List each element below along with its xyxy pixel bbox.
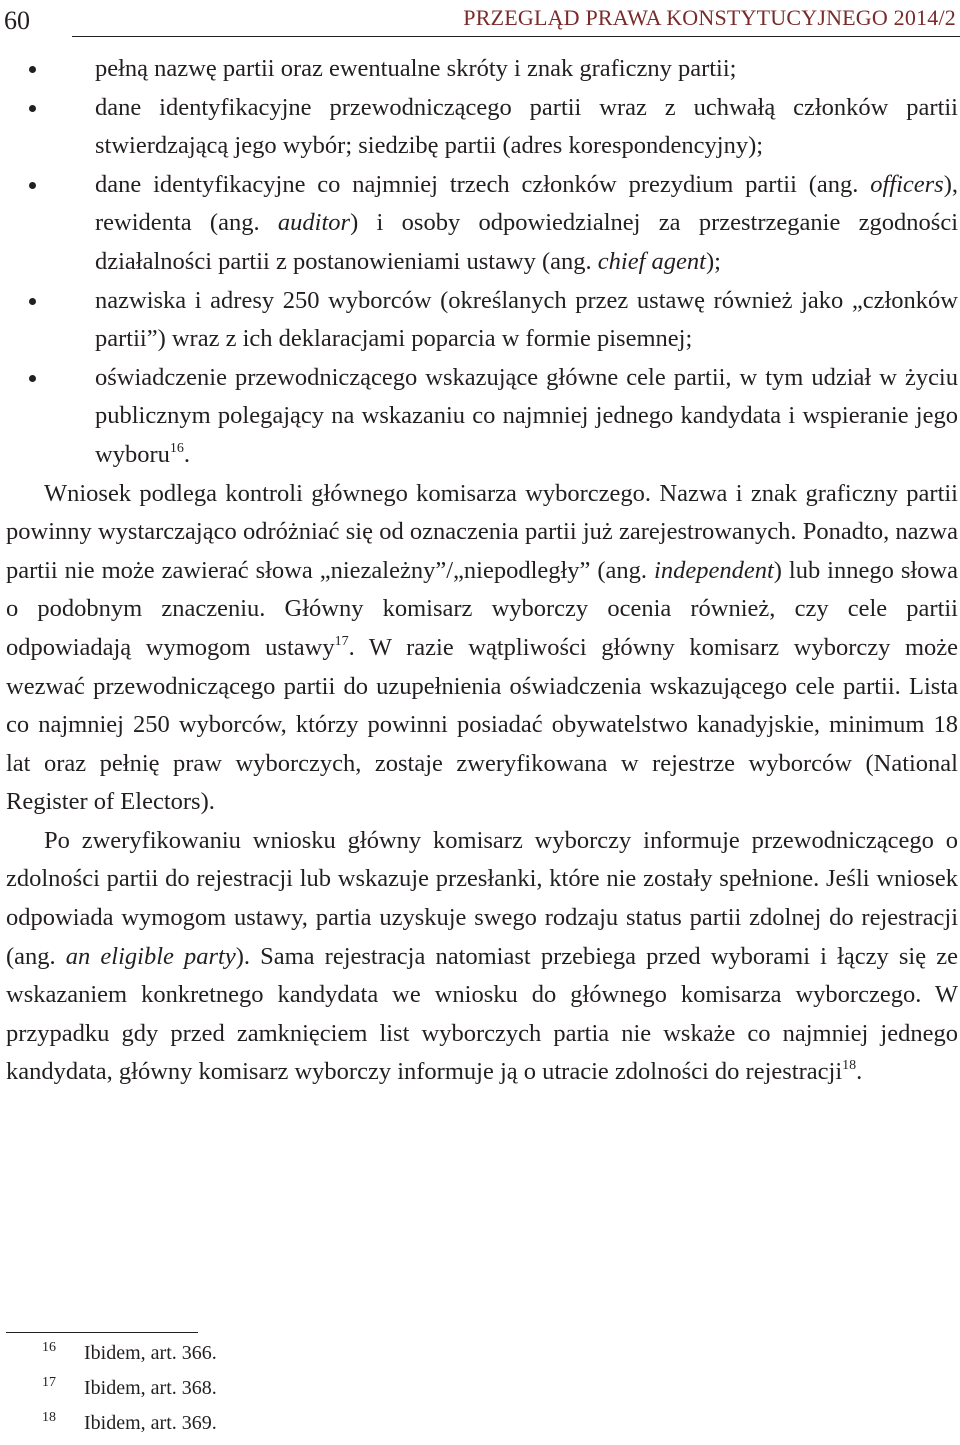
page-number: 60 (4, 6, 30, 35)
footnote-number: 17 (42, 1375, 56, 1390)
list-item (6, 50, 958, 89)
italic-term: independent (654, 556, 774, 584)
bullet-icon (29, 182, 36, 189)
list-item-text: nazwiska i adresy 250 wyborców (określanych przez ustawę również jako „członków partii”) wraz z ich deklaracjami poparcia w formie pisemnej; (95, 286, 958, 353)
list-item-text: ) i osoby odpowiedzialnej za przestrzeganie zgodności działalności partii z postanowieniami ustawy (ang. (95, 209, 958, 275)
header-rule (72, 36, 960, 37)
footnote-rule (6, 1332, 198, 1333)
bullet-icon (29, 375, 36, 382)
paragraph-text: ) lub innego słowa o podobnym znaczeniu. Główny komisarz wyborczy ocenia również, czy cele partii odpowiadają wymogom ustawy (6, 556, 958, 661)
running-title: PRZEGLĄD PRAWA KONSTYTUCYJNEGO 2014/2 (463, 5, 956, 30)
bullet-icon (29, 298, 36, 305)
list-item (6, 166, 958, 282)
list-item-text: dane identyfikacyjne przewodniczącego partii wraz z uchwałą członków partii stwierdzającą jego wybór; siedzibę partii (adres korespondencyjny); (95, 93, 958, 160)
paragraph-text: Po zweryfikowaniu wniosku główny komisarz wyborczy informuje przewodniczącego o zdolności partii do rejestracji lub wskazuje przesłanki, które nie zostały spełnione. Jeśli wniosek odpowiada wymogom ustawy, partia uzyskuje swego rodzaju status partii zdolnej do rejestracji (ang. (6, 826, 958, 970)
list-item-text: ), rewidenta (ang. (95, 170, 958, 237)
list-item-text: oświadczenie przewodniczącego wskazujące główne cele partii, w tym udział w życiu publicznym polegający na wskazaniu co najmniej jednego kandydata i wspieranie jego wyboru (95, 363, 958, 468)
main-text (6, 50, 958, 1092)
list-item (6, 89, 958, 166)
bullet-icon (29, 66, 36, 73)
list-item-text: ); (705, 247, 721, 275)
paragraph-text: . W razie wątpliwości główny komisarz wyborczy może wezwać przewodniczącego partii do uzupełnienia oświadczenia wskazującego cele partii. Lista co najmniej 250 wyborców, którzy powinni posiadać obywatelstwo kanadyjskie, minimum 18 lat oraz pełnię praw wyborczych, zostaje zweryfikowana w rejestrze wyborców (National Register of Electors). (6, 633, 958, 816)
requirements-list (6, 50, 958, 475)
paragraph (6, 475, 958, 822)
italic-term: officers (870, 170, 944, 198)
footnote-text: Ibidem, art. 369. (84, 1412, 217, 1434)
footnote-text: Ibidem, art. 368. (84, 1377, 217, 1399)
list-item (6, 359, 958, 475)
footnotes (6, 1336, 606, 1441)
footnote-ref[interactable]: 17 (334, 633, 349, 649)
running-header (0, 0, 960, 40)
list-item-text: . (183, 440, 190, 468)
paragraph (6, 822, 958, 1092)
list-item-text: dane identyfikacyjne co najmniej trzech członków prezydium partii (ang. (95, 170, 871, 198)
footnote (6, 1336, 606, 1371)
bullet-icon (29, 105, 36, 112)
list-item (6, 282, 958, 359)
paragraph-text: . (856, 1058, 863, 1086)
footnote-ref[interactable]: 16 (169, 440, 184, 456)
italic-term: auditor (277, 209, 351, 237)
italic-term: an eligible party (65, 942, 236, 970)
italic-term: chief agent (597, 247, 706, 275)
paragraph-text: Wniosek podlega kontroli głównego komisarza wyborczego. Nazwa i znak graficzny partii powinny wystarczająco odróżniać się od oznaczenia partii już zarejestrowanych. Ponadto, nazwa partii nie może zawierać słowa „niezależny”/„niepodległy” (ang. (6, 479, 958, 584)
footnote-number: 16 (42, 1340, 56, 1355)
footnote-number: 18 (42, 1410, 56, 1425)
list-item-text: pełną nazwę partii oraz ewentualne skróty i znak graficzny partii; (95, 55, 737, 82)
footnote-ref[interactable]: 18 (842, 1058, 857, 1074)
footnote-text: Ibidem, art. 366. (84, 1342, 217, 1364)
footnote (6, 1371, 606, 1406)
paragraph-text: ). Sama rejestracja natomiast przebiega przed wyborami i łączy się ze wskazaniem konkretnego kandydata we wniosku do głównego komisarza wyborczego. W przypadku gdy przed zamknięciem list wyborczych partia nie wskaże co najmniej jednego kandydata, główny komisarz wyborczy informuje ją o utracie zdolności do rejestracji (6, 942, 958, 1086)
footnote (6, 1406, 606, 1441)
